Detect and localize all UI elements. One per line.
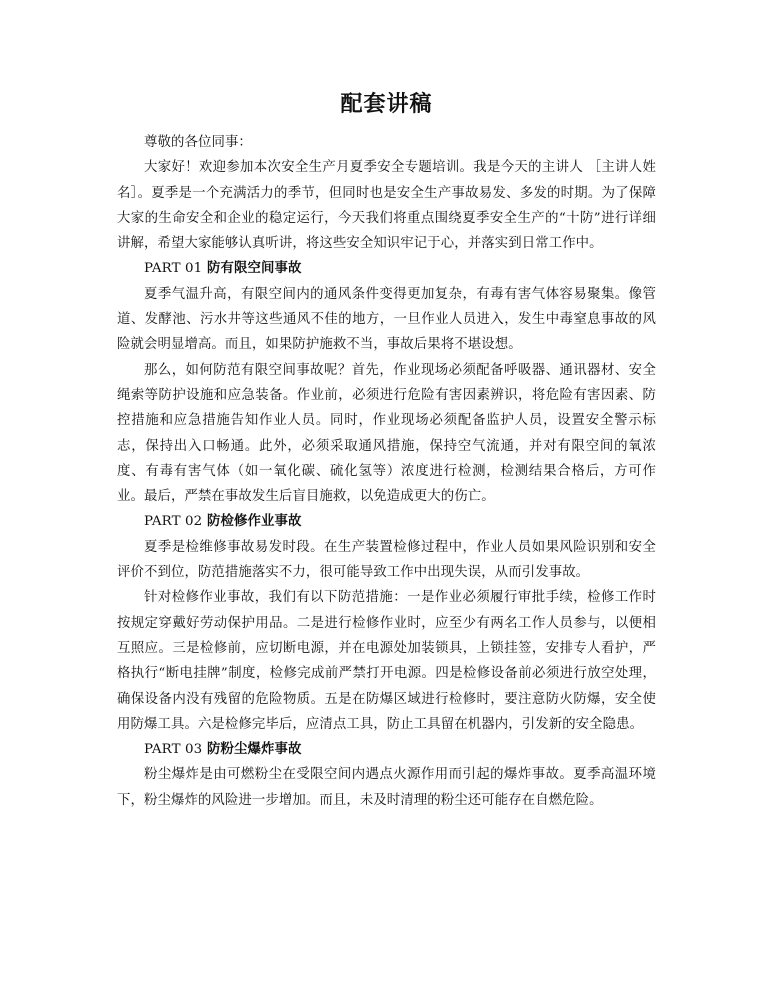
section-heading — [117, 737, 656, 762]
document-title: 配套讲稿 — [340, 91, 433, 117]
section-heading — [117, 509, 656, 534]
section-part-label: PART 02 — [144, 514, 203, 530]
section-title: 防粉尘爆炸事故 — [207, 741, 302, 758]
section-part-label: PART 03 — [144, 742, 203, 758]
body-paragraph: 那么，如何防范有限空间事故呢？首先，作业现场必须配备呼吸器、通讯器材、安全绳索等防护设施和应急装备。作业前，必须进行危险有害因素辨识，将危险有害因素、防控措施和应急措施告知作业人员。同时，作业现场必须配备监护人员，设置安全警示标志，保持出入口畅通。此外，必须采取通风措施，保持空气流通，并对有限空间的氧浓度、有毒有害气体（如一氧化碳、硫化氢等）浓度进行检测，检测结果合格后，方可作业。最后，严禁在事故发生后盲目施救，以免造成更大的伤亡。 — [117, 362, 656, 505]
greeting: 尊敬的各位同事： — [144, 135, 252, 150]
section-heading — [117, 256, 656, 281]
body-paragraph: 夏季是检维修事故易发时段。在生产装置检修过程中，作业人员如果风险识别和安全评价不到位，防范措施落实不力，很可能导致工作中出现失误，从而引发事故。 — [117, 539, 656, 581]
body-paragraph: 夏季气温升高，有限空间内的通风条件变得更加复杂，有毒有害气体容易聚集。像管道、发酵池、污水井等这些通风不佳的地方，一旦作业人员进入，发生中毒窒息事故的风险就会明显增高。而且，如果防护施救不当，事故后果将不堪设想。 — [117, 286, 656, 353]
section-title: 防有限空间事故 — [207, 260, 302, 277]
section-title: 防检修作业事故 — [207, 513, 302, 530]
intro-paragraph: 大家好！欢迎参加本次安全生产月夏季安全专题培训。我是今天的主讲人 ［主讲人姓名］。夏季是一个充满活力的季节，但同时也是安全生产事故易发、多发的时期。为了保障大家的生命安全和企业的稳定运行，今天我们将重点围绕夏季安全生产的“十防”进行详细讲解，希望大家能够认真听讲，将这些安全知识牢记于心，并落实到日常工作中。 — [117, 160, 656, 252]
body-paragraph: 粉尘爆炸是由可燃粉尘在受限空间内遇点火源作用而引起的爆炸事故。夏季高温环境下，粉尘爆炸的风险进一步增加。而且，未及时清理的粉尘还可能存在自燃危险。 — [117, 767, 656, 808]
body-paragraph: 针对检修作业事故，我们有以下防范措施：一是作业必须履行审批手续，检修工作时按规定穿戴好劳动保护用品。二是进行检修作业时，应至少有两名工作人员参与，以便相互照应。三是检修前，应切断电源，并在电源处加装锁具，上锁挂签，安排专人看护，严格执行“断电挂牌”制度，检修完成前严禁打开电源。四是检修设备前必须进行放空处理，确保设备内没有残留的危险物质。五是在防爆区域进行检修时，要注意防火防爆，安全使用防爆工具。六是检修完毕后，应清点工具，防止工具留在机器内，引发新的安全隐患。 — [117, 590, 656, 732]
section-part-label: PART 01 — [144, 261, 203, 277]
